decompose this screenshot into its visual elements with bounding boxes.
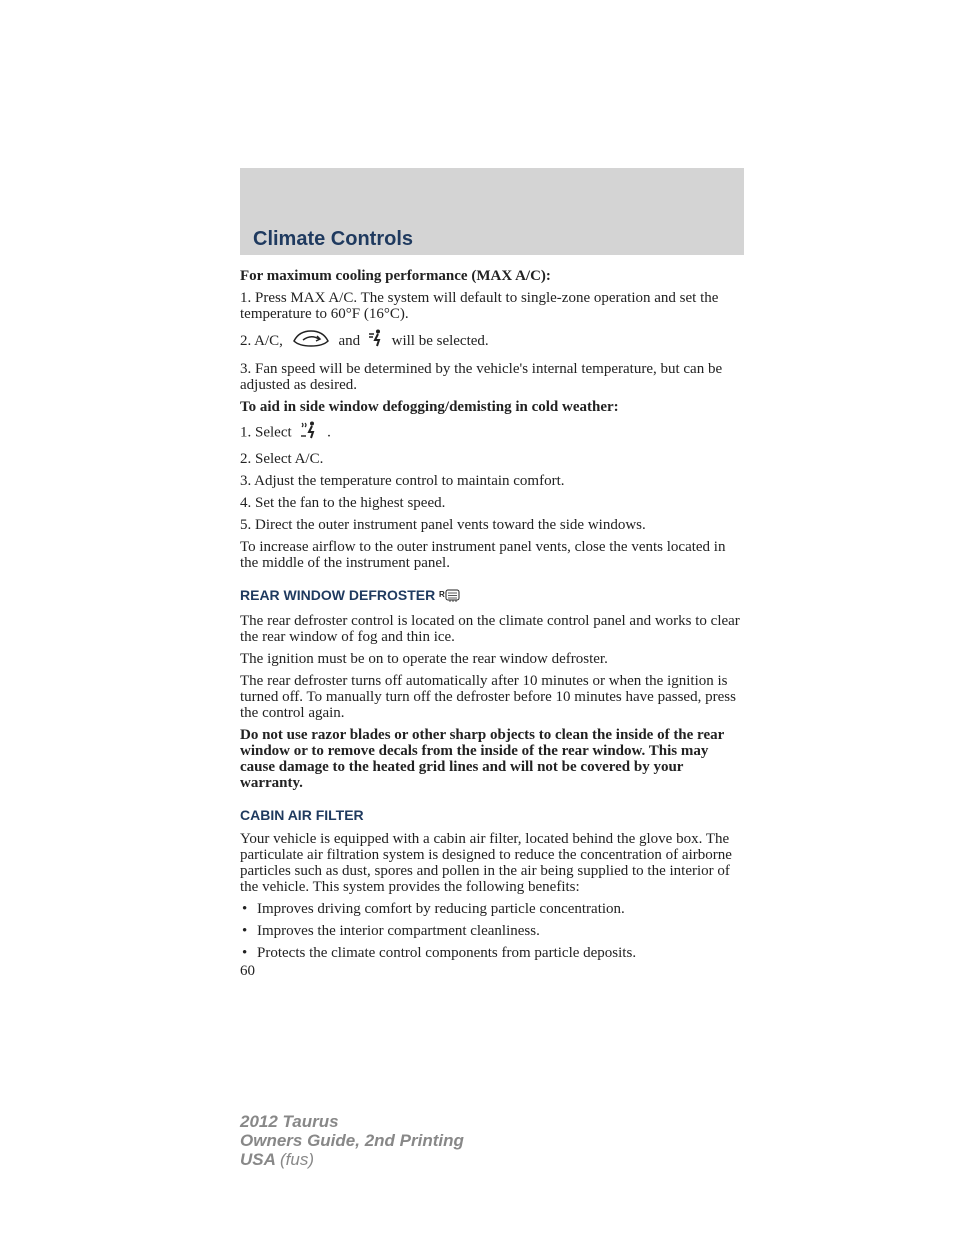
footer-model: 2012 Taurus	[240, 1112, 339, 1131]
defog-step-5: 5. Direct the outer instrument panel vents toward the side windows.	[240, 517, 646, 533]
page-title: Climate Controls	[253, 228, 414, 250]
rear-defrost-icon	[439, 588, 461, 605]
defog-step-4: 4. Set the fan to the highest speed.	[240, 495, 446, 511]
rear-defroster-p2: The ignition must be on to operate the rear window defroster.	[240, 650, 608, 667]
max-ac-heading: For maximum cooling performance (MAX A/C):	[240, 268, 551, 284]
list-item: • Improves driving comfort by reducing particle concentration.	[242, 900, 625, 917]
svg-text:R: R	[439, 589, 445, 599]
max-ac-step-3: 3. Fan speed will be determined by the vehicle's internal temperature, but can be adjusted as desired.	[240, 361, 723, 393]
cabin-filter-heading: CABIN AIR FILTER	[240, 806, 364, 823]
defog-step-3: 3. Adjust the temperature control to maintain comfort.	[240, 473, 565, 489]
page-number: 60	[240, 962, 255, 979]
rear-defroster-warning: Do not use razor blades or other sharp objects to clean the inside of the rear window or to remove decals from the inside of the rear window. This may cause damage to the heated grid lines and will not be covered by your warranty.	[240, 726, 724, 791]
max-ac-step-2: 2. A/C, and will be selected.	[240, 328, 744, 355]
section-header-band	[240, 168, 744, 255]
footer-guide: Owners Guide, 2nd Printing	[240, 1131, 464, 1150]
defog-heading: To aid in side window defogging/demisting in cold weather:	[240, 399, 619, 415]
recirculation-icon	[291, 328, 331, 355]
document-footer	[240, 1112, 464, 1169]
defog-step-2: 2. Select A/C.	[240, 451, 324, 467]
cabin-filter-p1: Your vehicle is equipped with a cabin air filter, located behind the glove box. The particulate air filtration system is designed to reduce the concentration of airborne particles such as dust, spores and pollen in the air being supplied to the interior of the vehicle. This system provides the following benefits:	[240, 830, 732, 895]
rear-defroster-p1: The rear defroster control is located on the climate control panel and works to clear the rear window of fog and thin ice.	[240, 612, 740, 645]
floor-defrost-mode-icon	[299, 421, 319, 445]
defog-note: To increase airflow to the outer instrument panel vents, close the vents located in the middle of the instrument panel.	[240, 539, 726, 571]
rear-defroster-p3: The rear defroster turns off automatically after 10 minutes or when the ignition is turned off. To manually turn off the defroster before 10 minutes have passed, press the control again.	[240, 672, 736, 721]
max-ac-step-1: 1. Press MAX A/C. The system will default to single-zone operation and set the temperature to 60°F (16°C).	[240, 290, 719, 322]
defog-step-1: 1. Select .	[240, 421, 744, 445]
rear-defroster-heading: REAR WINDOW DEFROSTER R	[240, 587, 744, 605]
list-item: • Protects the climate control components from particle deposits.	[242, 944, 637, 961]
footer-region: USA (fus)	[240, 1150, 314, 1169]
page-content	[240, 268, 744, 985]
list-item: • Improves the interior compartment cleanliness.	[242, 922, 540, 939]
panel-vent-mode-icon	[368, 329, 384, 354]
